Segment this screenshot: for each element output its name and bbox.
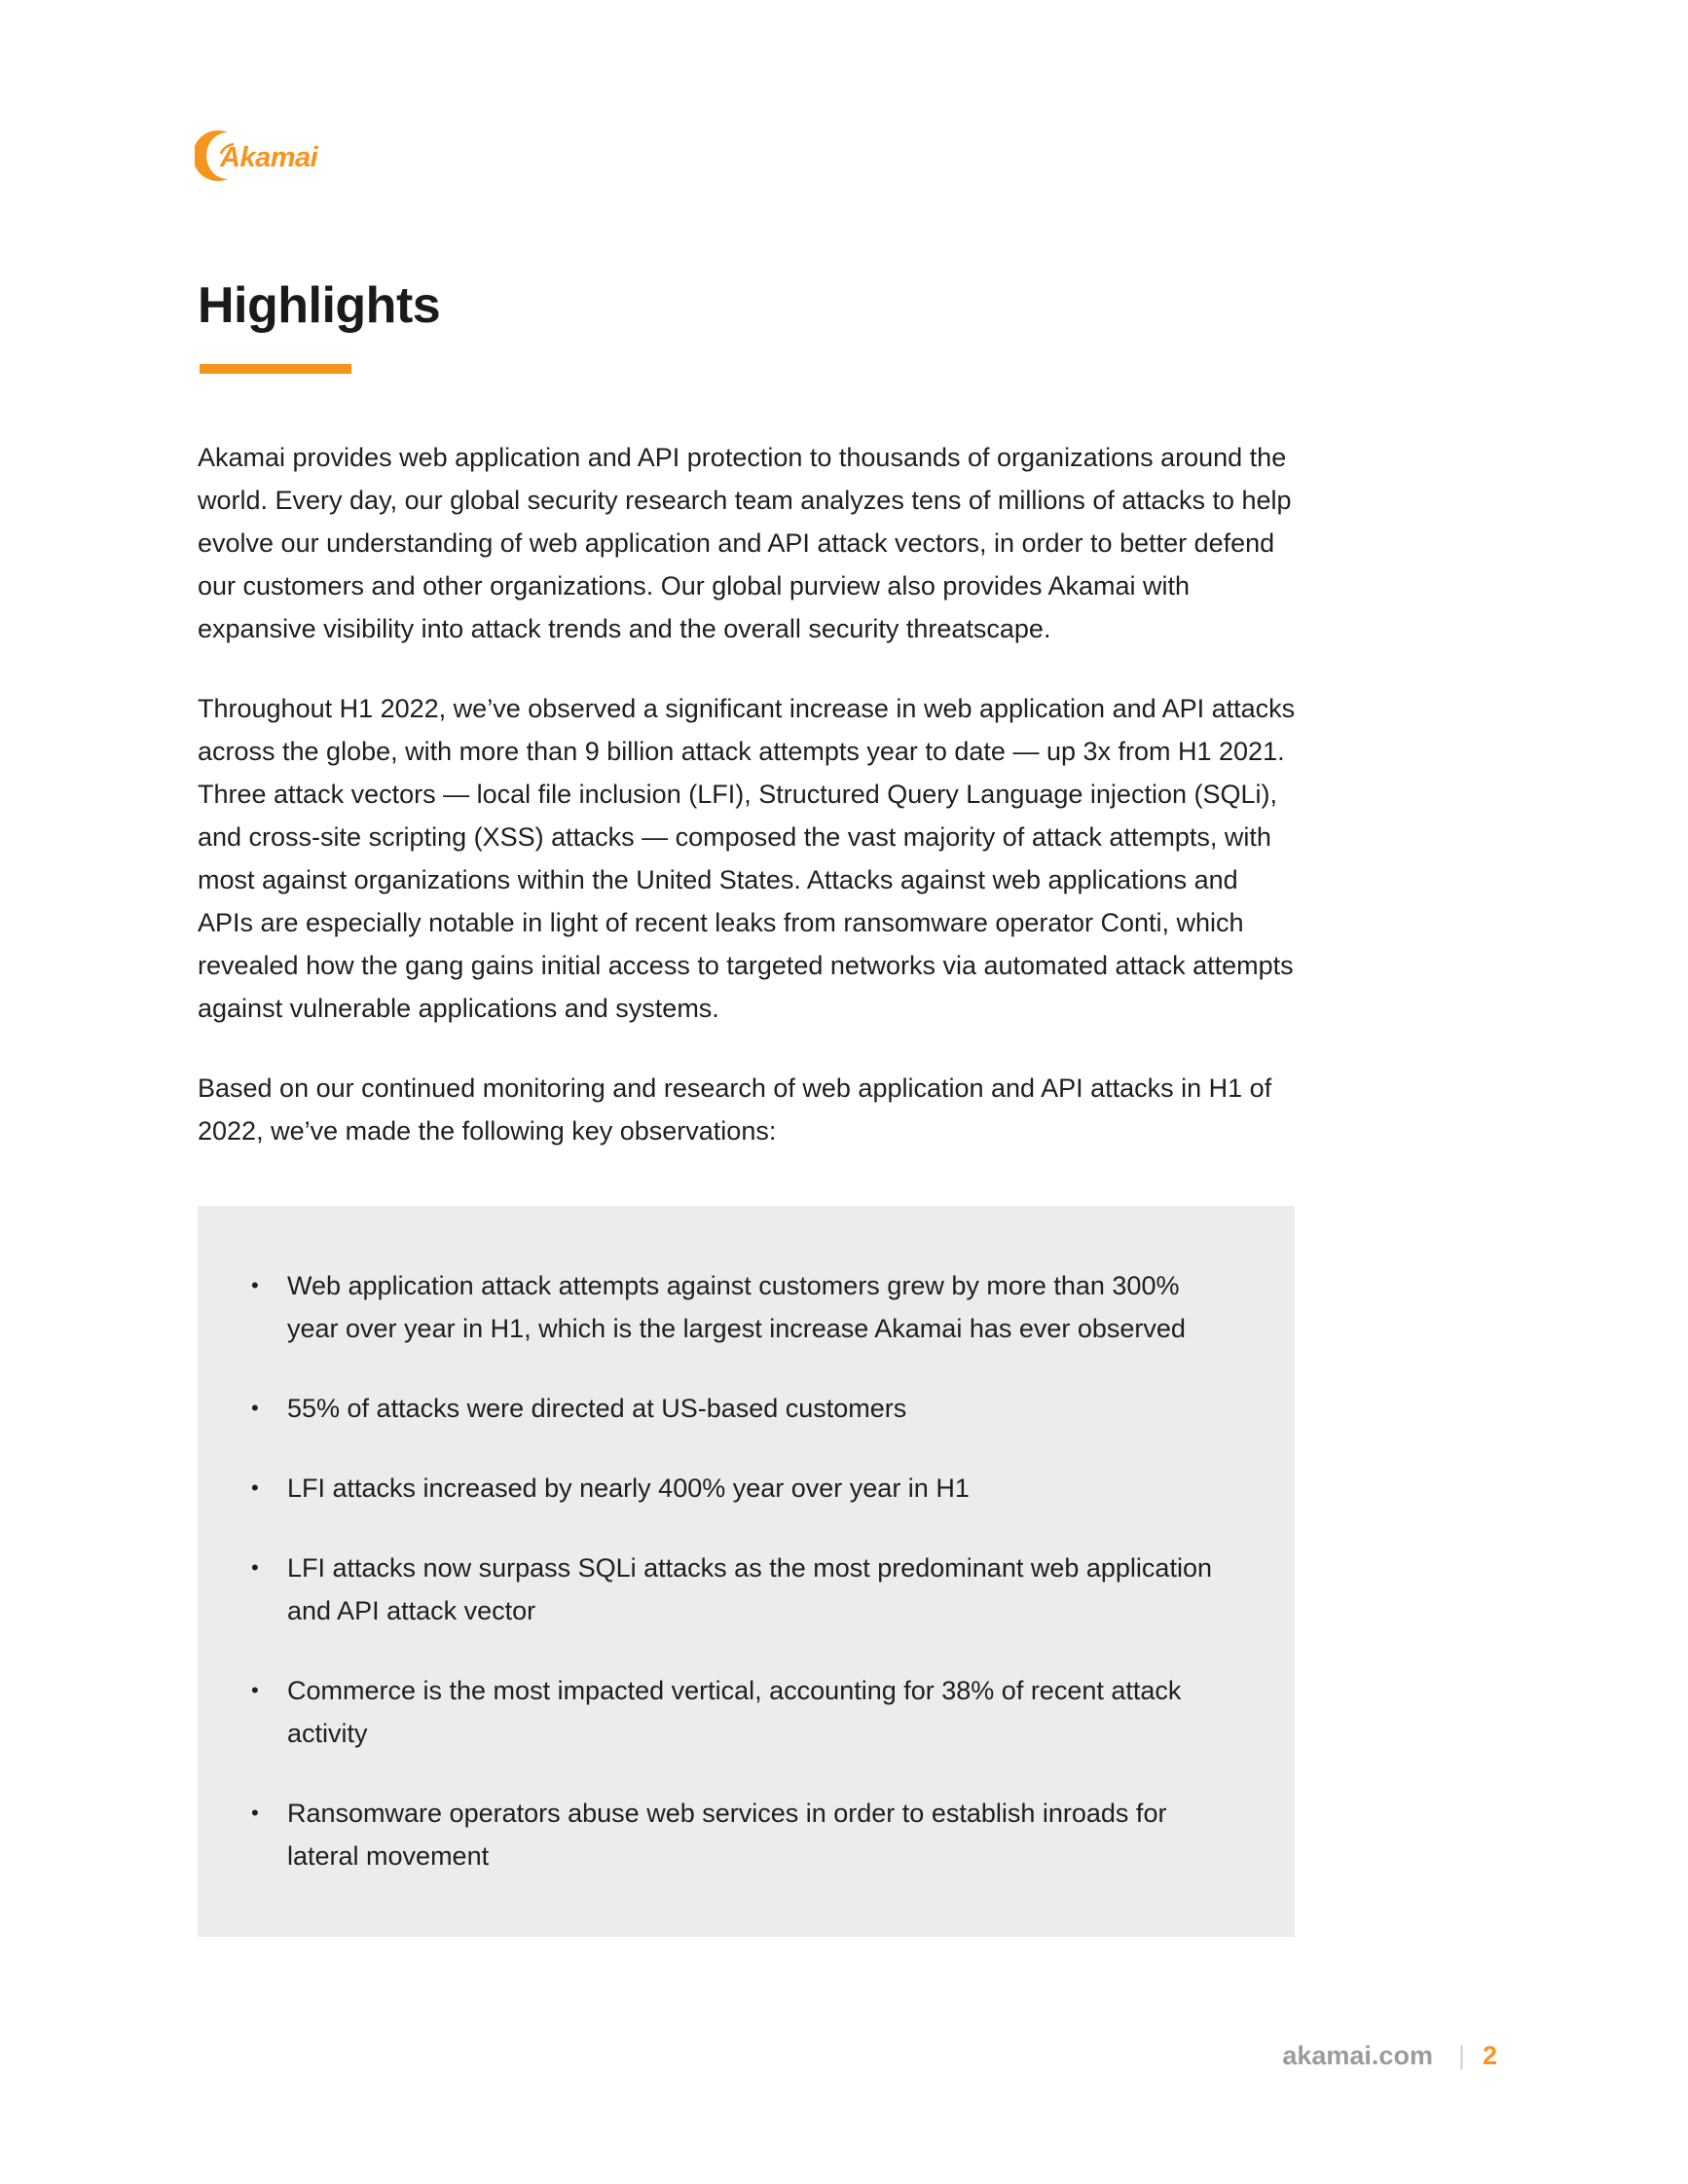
observations-list xyxy=(248,1264,1227,1877)
list-item xyxy=(248,1387,1227,1430)
bullet-icon: • xyxy=(251,1801,259,1825)
logo-wordmark: Akamai xyxy=(220,142,318,173)
bullet-icon: • xyxy=(251,1475,259,1500)
paragraph-findings: Throughout H1 2022, we’ve observed a significant increase in web application and API attacks across the globe, with more than 9 billion attack attempts year to date — up 3x from H1 2021. Three attack vectors — local file inclusion (LFI), Structured Query Language injection (SQLi), and cross-site scripting (XSS) attacks — composed the vast majority of attack attempts, with most against organizations within the United States. Attacks against web applications and APIs are especially notable in light of recent leaks from ransomware operator Conti, which revealed how the gang gains initial access to targeted networks via automated attack attempts against vulnerable applications and systems. xyxy=(198,694,1296,1023)
list-item xyxy=(248,1547,1227,1632)
bullet-icon: • xyxy=(251,1396,259,1420)
list-item xyxy=(248,1792,1227,1877)
list-item-text: LFI attacks increased by nearly 400% year over year in H1 xyxy=(287,1474,970,1503)
page-number: 2 xyxy=(1482,2041,1497,2070)
list-item xyxy=(248,1264,1227,1350)
key-observations-box xyxy=(198,1206,1295,1937)
list-item-text: Web application attack attempts against customers grew by more than 300% year over year in H1, which is the largest increase Akamai has ever observed xyxy=(287,1271,1186,1343)
body-copy xyxy=(198,436,1298,1189)
list-item xyxy=(248,1467,1227,1510)
list-item-text: LFI attacks now surpass SQLi attacks as the most predominant web application and API attack vector xyxy=(287,1553,1212,1625)
footer-separator: | xyxy=(1457,2041,1465,2070)
title-underline xyxy=(200,364,351,374)
bullet-icon: • xyxy=(251,1273,259,1297)
list-item-text: Commerce is the most impacted vertical, accounting for 38% of recent attack activity xyxy=(287,1676,1182,1748)
list-item-text: 55% of attacks were directed at US-based customers xyxy=(287,1394,907,1423)
akamai-logo xyxy=(195,125,331,181)
list-item-text: Ransomware operators abuse web services in order to establish inroads for lateral movement xyxy=(287,1799,1167,1871)
paragraph-intro: Akamai provides web application and API protection to thousands of organizations around the world. Every day, our global security research team analyzes tens of millions of attacks to help evolve our understanding of web application and API attack vectors, in order to better defend our customers and other organizations. Our global purview also provides Akamai with expansive visibility into attack trends and the overall security threatscape. xyxy=(198,443,1292,643)
footer-domain-link[interactable]: akamai.com xyxy=(1282,2041,1433,2070)
page-title: Highlights xyxy=(198,277,441,334)
bullet-icon: • xyxy=(251,1678,259,1702)
paragraph-observations-lead: Based on our continued monitoring and research of web application and API attacks in H1 of 2022, we’ve made the following key observations: xyxy=(198,1074,1272,1146)
page-footer xyxy=(1282,2036,1497,2075)
list-item xyxy=(248,1669,1227,1755)
bullet-icon: • xyxy=(251,1555,259,1580)
